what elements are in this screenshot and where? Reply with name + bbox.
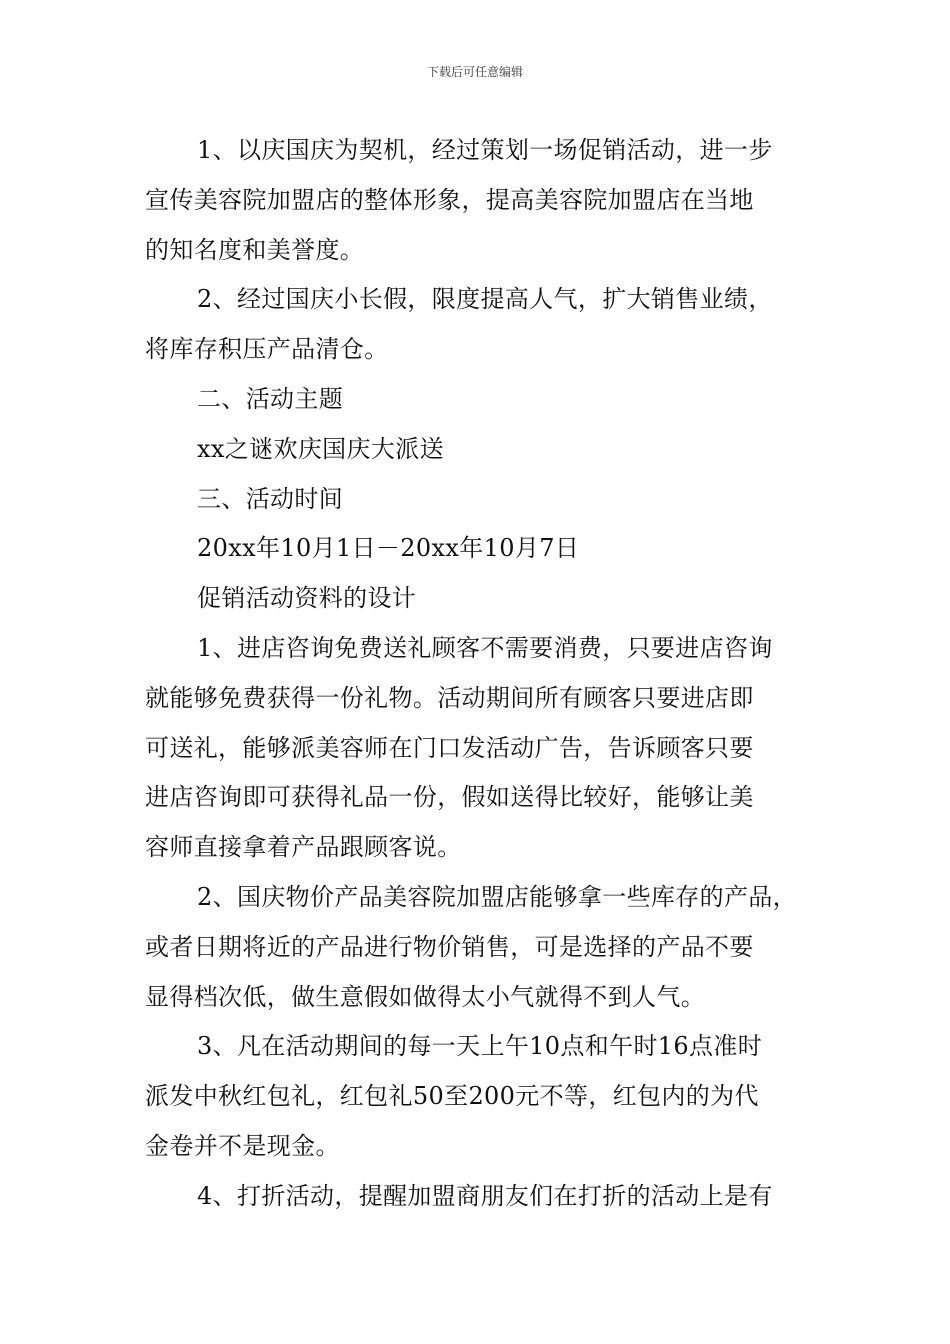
paragraph-line: 20xx年10月1日－20xx年10月7日 (197, 534, 580, 563)
paragraph-line: 显得档次低，做生意假如做得太小气就得不到人气。 (145, 982, 706, 1011)
page-header: 下载后可任意编辑 (426, 65, 523, 79)
paragraph-line: 1、进店咨询免费送礼顾客不需要消费，只要进店咨询 (197, 633, 773, 662)
paragraph-line: 将库存积压产品清仓。 (145, 335, 389, 364)
paragraph-line: 就能够免费获得一份礼物。活动期间所有顾客只要进店即 (145, 683, 754, 712)
paragraph-line: 可送礼，能够派美容师在门口发活动广告，告诉顾客只要 (145, 733, 754, 762)
section-heading: 二、活动主题 (197, 384, 344, 413)
paragraph-line: 1、以庆国庆为契机，经过策划一场促销活动，进一步 (197, 136, 773, 164)
paragraph-line: 3、凡在活动期间的每一天上午10点和午时16点准时 (197, 1032, 763, 1061)
paragraph-line: 金卷并不是现金。 (145, 1131, 340, 1160)
paragraph-line: 宣传美容院加盟店的整体形象，提高美容院加盟店在当地 (145, 185, 754, 214)
paragraph-line: 进店咨询即可获得礼品一份，假如送得比较好，能够让美 (145, 783, 754, 812)
section-heading: 三、活动时间 (197, 484, 344, 513)
paragraph-line: 2、经过国庆小长假，限度提高人气，扩大销售业绩， (197, 285, 773, 314)
paragraph-line: xx之谜欢庆国庆大派送 (197, 434, 444, 463)
paragraph-line: 容师直接拿着产品跟顾客说。 (145, 833, 462, 862)
document-body (145, 126, 813, 1222)
paragraph-line: 4、打折活动，提醒加盟商朋友们在打折的活动上是有 (197, 1181, 773, 1210)
paragraph-line: 派发中秋红包礼，红包礼50至200元不等，红包内的为代 (145, 1082, 759, 1111)
paragraph-line: 2、国庆物价产品美容院加盟店能够拿一些库存的产品， (197, 882, 798, 911)
paragraph-line: 或者日期将近的产品进行物价销售，可是选择的产品不要 (145, 932, 754, 961)
section-heading: 促销活动资料的设计 (197, 584, 417, 613)
paragraph-line: 的知名度和美誉度。 (145, 235, 365, 264)
